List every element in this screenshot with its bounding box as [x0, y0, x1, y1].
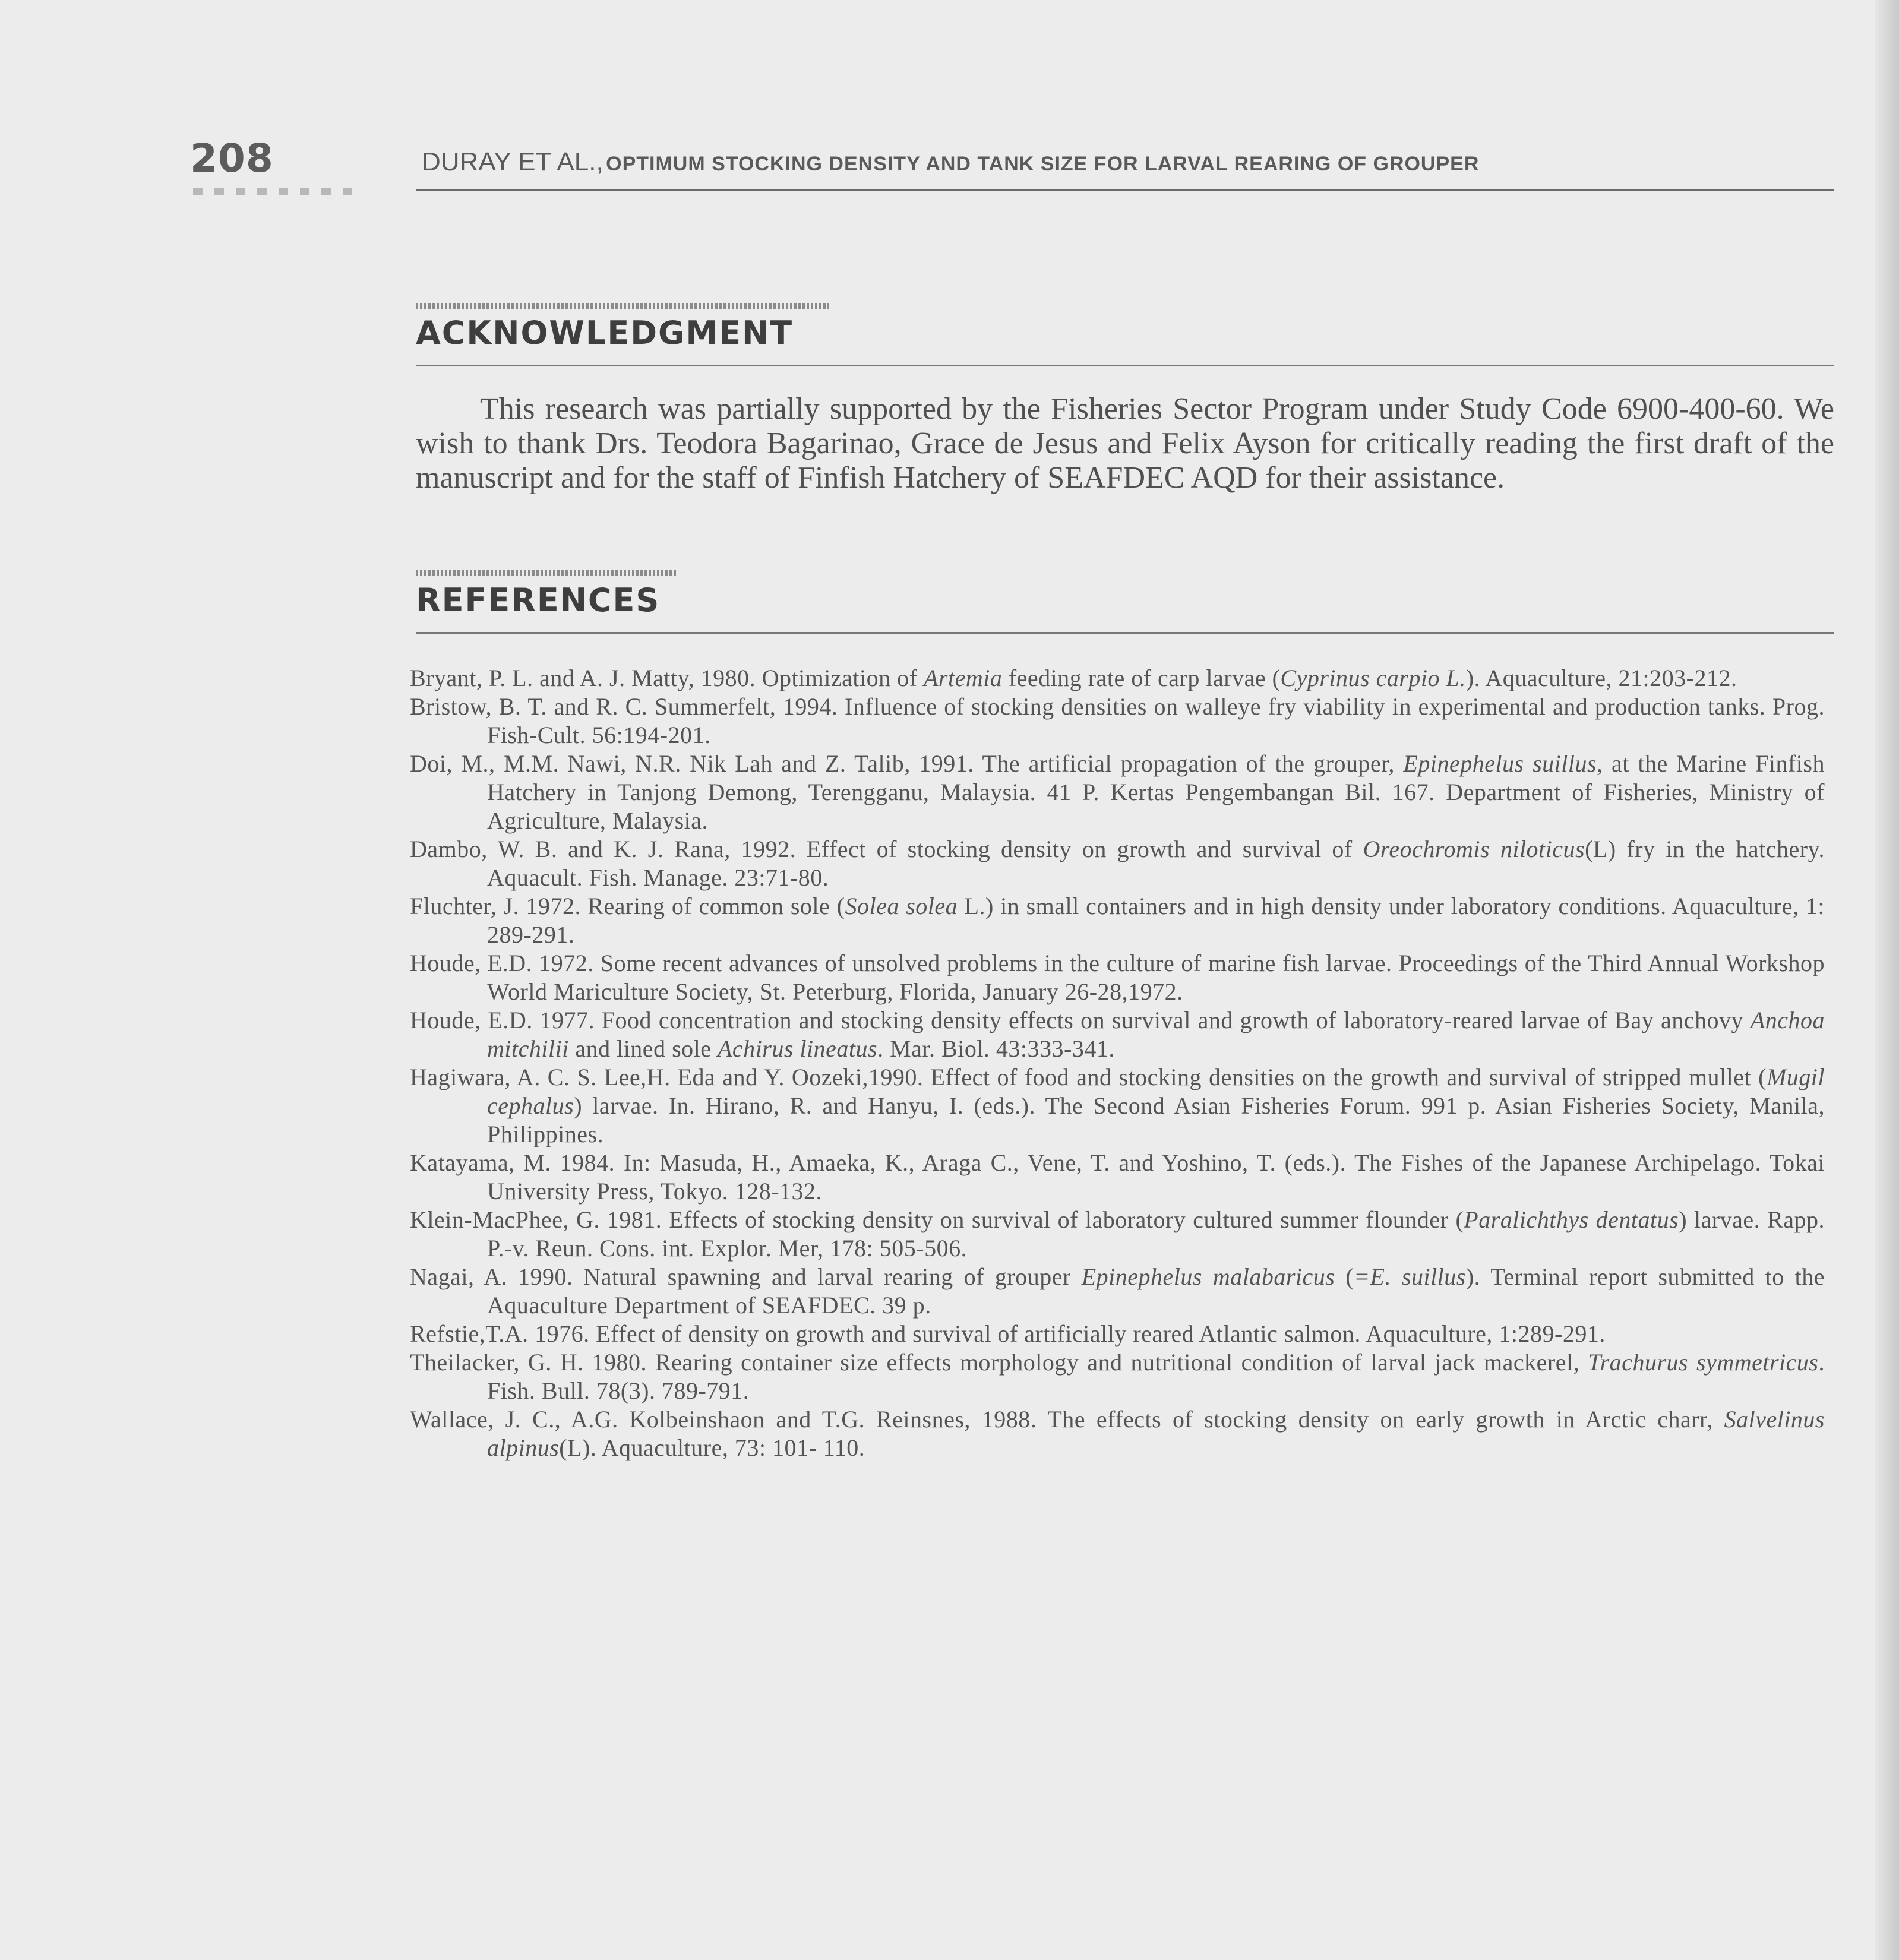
reference-item [410, 693, 1825, 750]
species-name: Paralichthys dentatus [1464, 1206, 1679, 1233]
reference-text: Bryant, P. L. and A. J. Matty, 1980. Optimization of [410, 665, 924, 691]
reference-item [410, 949, 1825, 1006]
page-header [0, 0, 1899, 202]
reference-text: Fluchter, J. 1972. Rearing of common sole ( [410, 893, 845, 919]
page-number: 208 [190, 135, 274, 181]
reference-item [410, 1348, 1825, 1405]
reference-text: ) larvae. In. Hirano, R. and Hanyu, I. (eds.). The Second Asian Fisheries Forum. 991 p. Asian Fisheries Society, Manila, Philippines. [487, 1092, 1825, 1147]
reference-text: ) larvae. Rapp. P.-v. Reun. Cons. int. Explor. Mer, 178: 505-506. [487, 1206, 1825, 1262]
reference-text: feeding rate of carp larvae ( [1002, 665, 1281, 691]
reference-item [410, 1405, 1825, 1462]
reference-text: Houde, E.D. 1977. Food concentration and stocking density effects on survival and growth of laboratory-reared larvae of Bay anchovy [410, 1007, 1751, 1033]
reference-text: . Fish. Bull. 78(3). 789-791. [487, 1349, 1825, 1404]
reference-text: ( [1335, 1263, 1354, 1290]
reference-text: Katayama, M. 1984. In: Masuda, H., Amaeka, K., Araga C., Vene, T. and Yoshino, T. (eds.). The Fishes of the Japanese Archipelago. Tokai University Press, Tokyo. 128-132. [410, 1149, 1825, 1205]
reference-list [410, 664, 1825, 1462]
reference-item [410, 750, 1825, 835]
reference-item [410, 1063, 1825, 1149]
reference-text: ). Terminal report submitted to the Aquaculture Department of SEAFDEC. 39 p. [487, 1263, 1825, 1319]
reference-item [410, 664, 1825, 693]
reference-item [410, 835, 1825, 892]
heading-dash-bar [416, 570, 676, 576]
reference-text: (L). Aquaculture, 73: 101- 110. [559, 1434, 865, 1461]
reference-text: Klein-MacPhee, G. 1981. Effects of stocking density on survival of laboratory cultured summer flounder ( [410, 1206, 1464, 1233]
acknowledgment-section [416, 303, 1834, 366]
reference-text: Nagai, A. 1990. Natural spawning and larval rearing of grouper [410, 1263, 1082, 1290]
reference-text: ). Aquaculture, 21:203-212. [1465, 665, 1737, 691]
decorative-dots [193, 188, 352, 195]
species-name: Achirus lineatus [718, 1035, 878, 1062]
references-heading: REFERENCES [416, 581, 661, 619]
reference-item [410, 892, 1825, 949]
running-head-authors: DURAY ET AL., [422, 147, 603, 176]
running-head [422, 147, 1479, 177]
reference-text: Dambo, W. B. and K. J. Rana, 1992. Effect of stocking density on growth and survival of [410, 836, 1363, 862]
reference-text: and lined sole [568, 1035, 718, 1062]
reference-item [410, 1149, 1825, 1206]
species-name: Trachurus symmetricus [1588, 1349, 1819, 1376]
header-rule [416, 189, 1834, 191]
acknowledgment-text: This research was partially supported by the Fisheries Sector Program under Study Code 6900-400-60. We wish to thank Drs. Teodora Bagarinao, Grace de Jesus and Felix Ayson for critically reading the first draft of the manuscript and for the staff of Finfish Hatchery of SEAFDEC AQD for their assistance. [416, 392, 1834, 495]
scan-edge-shadow [1875, 0, 1899, 1960]
running-head-title: OPTIMUM STOCKING DENSITY AND TANK SIZE FOR LARVAL REARING OF GROUPER [606, 153, 1480, 175]
section-rule [416, 365, 1834, 366]
reference-text: Bristow, B. T. and R. C. Summerfelt, 1994. Influence of stocking densities on walleye fry viability in experimental and production tanks. Prog. Fish-Cult. 56:194-201. [410, 693, 1825, 748]
species-name: Epinephelus suillus [1403, 750, 1597, 777]
reference-item [410, 1263, 1825, 1320]
acknowledgment-heading: ACKNOWLEDGMENT [416, 314, 794, 352]
reference-text: Doi, M., M.M. Nawi, N.R. Nik Lah and Z. Talib, 1991. The artificial propagation of the grouper, [410, 750, 1404, 777]
heading-dash-bar [416, 303, 829, 309]
reference-text: Wallace, J. C., A.G. Kolbeinshaon and T.G. Reinsnes, 1988. The effects of stocking density on early growth in Arctic charr, [410, 1406, 1724, 1433]
references-section [416, 570, 1834, 634]
reference-text: . Mar. Biol. 43:333-341. [877, 1035, 1115, 1062]
species-name: Oreochromis niloticus [1363, 836, 1585, 862]
species-name: Anchoa mitchilii [487, 1007, 1825, 1062]
species-name: =E. suillus [1354, 1263, 1466, 1290]
reference-text: Hagiwara, A. C. S. Lee,H. Eda and Y. Oozeki,1990. Effect of food and stocking densities on the growth and survival of stripped mullet ( [410, 1064, 1767, 1090]
reference-text: Refstie,T.A. 1976. Effect of density on growth and survival of artificially reared Atlantic salmon. Aquaculture, 1:289-291. [410, 1320, 1606, 1347]
reference-item [410, 1206, 1825, 1263]
reference-text: , at the Marine Finfish Hatchery in Tanjong Demong, Terengganu, Malaysia. 41 P. Kertas Pengembangan Bil. 167. Department of Fisheries, Ministry of Agriculture, Malaysia. [487, 750, 1825, 834]
species-name: Epinephelus malabaricus [1081, 1263, 1335, 1290]
reference-text: Houde, E.D. 1972. Some recent advances of unsolved problems in the culture of marine fish larvae. Proceedings of the Third Annual Workshop World Mariculture Society, St. Peterburg, Florida, January 26-28,1972. [410, 950, 1825, 1005]
species-name: Cyprinus carpio L. [1280, 665, 1466, 691]
section-rule [416, 632, 1834, 634]
reference-text: L.) in small containers and in high density under laboratory conditions. Aquaculture, 1: 289-291. [487, 893, 1825, 948]
species-name: Salvelinus alpinus [487, 1406, 1825, 1461]
species-name: Solea solea [845, 893, 958, 919]
reference-item [410, 1320, 1825, 1348]
reference-text: (L) fry in the hatchery. Aquacult. Fish. Manage. 23:71-80. [487, 836, 1825, 891]
species-name: Artemia [923, 665, 1003, 691]
reference-item [410, 1006, 1825, 1063]
reference-text: Theilacker, G. H. 1980. Rearing container size effects morphology and nutritional condition of larval jack mackerel, [410, 1349, 1588, 1376]
species-name: Mugil cephalus [487, 1064, 1825, 1119]
